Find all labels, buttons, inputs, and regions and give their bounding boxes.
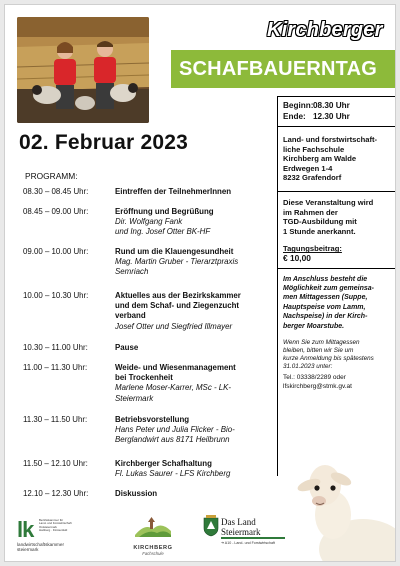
agenda-time: 09.00 – 10.00 Uhr: xyxy=(23,247,89,256)
agenda-title: Weide- und Wiesenmanagement xyxy=(115,363,236,372)
agenda-speaker: Fl. Lukas Saurer - LFS Kirchberg xyxy=(115,469,231,479)
agenda-item xyxy=(23,291,271,332)
info-sidebar xyxy=(277,96,396,476)
lunch-box xyxy=(278,269,395,396)
steiermark-name-line: Das Land xyxy=(221,517,256,527)
tgd-line: im Rahmen der xyxy=(283,207,338,217)
registration-line: kurze Anmeldung bis spätestens xyxy=(283,354,374,362)
agenda-title: verband xyxy=(115,311,146,321)
agenda-speaker: Marlene Moser-Karrer, MSc - LK- xyxy=(115,383,232,393)
address-line: liche Fachschule xyxy=(283,144,345,154)
agenda-title: Diskussion xyxy=(115,489,158,498)
begin-value: 08.30 Uhr xyxy=(313,101,350,110)
agenda-title: Eröffnung und Begrüßung xyxy=(115,207,214,216)
lk-district-line: Oststeiermark xyxy=(39,524,57,529)
lk-name-line: steiermark xyxy=(17,547,39,553)
lk-logo xyxy=(17,517,107,557)
begin-row xyxy=(283,100,390,111)
flyer-page xyxy=(4,4,396,562)
registration-line: 31.01.2023 unter: xyxy=(283,362,333,370)
address-line: 8232 Grafendorf xyxy=(283,173,342,183)
address-box xyxy=(278,127,395,192)
tgd-line: 1 Stunde anerkannt. xyxy=(283,226,356,236)
registration-note xyxy=(283,339,390,371)
agenda-speaker: Mag. Martin Gruber - Tierarztpraxis xyxy=(115,257,239,267)
agenda-title: Rund um die Klauengesundheit xyxy=(115,247,234,256)
agenda-title: und dem Schaf- und Ziegenzucht xyxy=(115,301,240,311)
agenda-item xyxy=(23,343,271,353)
address-line: Land- und forstwirtschaft- xyxy=(283,135,378,144)
partner-logos xyxy=(17,513,285,557)
end-value: 12.30 Uhr xyxy=(313,112,350,121)
steiermark-name-line: Steiermark xyxy=(221,527,261,537)
lunch-line: Nachspeise) in der Kirch- xyxy=(283,313,368,321)
lunch-line: Hauptspeise vom Lamm, xyxy=(283,303,366,311)
lk-district-line: Land- und Forstwirtschaft xyxy=(39,521,72,526)
time-box xyxy=(278,96,395,127)
agenda-time: 08.30 – 08.45 Uhr: xyxy=(23,187,89,196)
lamb-image xyxy=(289,457,396,562)
steiermark-crest-icon xyxy=(203,515,219,537)
agenda-time: 11.50 – 12.10 Uhr: xyxy=(23,459,88,468)
agenda-item xyxy=(23,489,271,499)
program-label: PROGRAMM: xyxy=(25,171,78,181)
contact-info xyxy=(283,374,390,391)
agenda-time: 08.45 – 09.00 Uhr: xyxy=(23,207,89,216)
agenda-speaker: Dir. Wolfgang Fank xyxy=(115,217,183,227)
lk-district-line: Hartberg · Fürstenfeld xyxy=(39,528,68,533)
begin-label: Beginn: xyxy=(283,101,314,110)
agenda-time: 10.30 – 11.00 Uhr: xyxy=(23,343,88,352)
end-row xyxy=(283,111,390,122)
agenda-speaker: Hans Peter und Julia Flicker - Bio- xyxy=(115,425,235,435)
fee-value: € 10,00 xyxy=(283,252,311,263)
agenda-time: 11.30 – 11.50 Uhr: xyxy=(23,415,88,424)
agenda-speaker: Steiermark xyxy=(115,393,154,403)
agenda-item xyxy=(23,207,271,238)
agenda-time: 10.00 – 10.30 Uhr: xyxy=(23,291,89,300)
agenda-time: 12.10 – 12.30 Uhr: xyxy=(23,489,89,498)
agenda-item xyxy=(23,187,271,197)
address-line: Erdwegen 1-4 xyxy=(283,163,333,173)
registration-line: bleiben, bitten wir Sie um xyxy=(283,346,354,354)
tgd-box xyxy=(278,192,395,269)
registration-line: Wenn Sie zum Mittagessen xyxy=(283,338,360,346)
lunch-line: Im Anschluss besteht die xyxy=(283,275,368,283)
kirchberg-logo xyxy=(125,515,181,557)
agenda-item xyxy=(23,247,271,278)
lk-district xyxy=(39,519,79,533)
brand-title: Kirchberger xyxy=(267,19,383,41)
lk-mark: lk xyxy=(17,517,34,542)
fee-title: Tagungsbeitrag: xyxy=(283,244,342,254)
header-photo xyxy=(17,17,149,123)
steiermark-name xyxy=(221,517,261,537)
agenda-item xyxy=(23,363,271,404)
agenda-speaker: Semriach xyxy=(115,267,149,277)
agenda-title: Pause xyxy=(115,343,139,352)
lunch-line: Möglichkeit zum gemeinsa- xyxy=(283,284,375,292)
kirchberg-sub: Fachschule xyxy=(142,551,164,556)
lk-name xyxy=(17,542,64,553)
contact-email: lfskirchberg@stmk.gv.at xyxy=(283,382,352,390)
lunch-line: berger Moarstube. xyxy=(283,322,345,330)
lk-district-line: Bezirkskammer für xyxy=(39,518,64,522)
contact-phone: Tel.: 03338/2289 oder xyxy=(283,373,346,381)
agenda-title: bei Trockenheit xyxy=(115,373,173,383)
event-title-banner xyxy=(171,50,396,88)
agenda-title: Eintreffen der TeilnehmerInnen xyxy=(115,187,232,196)
agenda-speaker: und Ing. Josef Otter BK-HF xyxy=(115,227,211,237)
agenda-title: Kirchberger Schafhaltung xyxy=(115,459,212,468)
kirchberg-name: KIRCHBERG xyxy=(133,545,173,551)
agenda-speaker: Josef Otter und Siegfried Illmayer xyxy=(115,321,233,331)
event-date: 02. Februar 2023 xyxy=(19,131,188,154)
end-label: Ende: xyxy=(283,112,306,121)
steiermark-bar xyxy=(221,537,285,539)
agenda-title: Betriebsvorstellung xyxy=(115,415,190,424)
agenda-time: 11.00 – 11.30 Uhr: xyxy=(23,363,88,372)
tgd-line: Diese Veranstaltung wird xyxy=(283,197,374,207)
tgd-line: TGD-Ausbildung mit xyxy=(283,217,357,227)
lunch-line: men Mittagessen (Suppe, xyxy=(283,294,368,302)
lk-name-line: landwirtschaftskammer xyxy=(17,542,64,547)
agenda-item xyxy=(23,459,271,479)
steiermark-logo xyxy=(203,515,287,557)
agenda-item xyxy=(23,415,271,446)
steiermark-sub: ➔ A10 - Land- und Forstwirtschaft xyxy=(221,541,275,545)
address-line: Kirchberg am Walde xyxy=(283,154,357,164)
kirchberg-landscape-icon xyxy=(133,515,173,539)
agenda-speaker: Berglandwirt aus 8171 Heilbrunn xyxy=(115,435,230,445)
event-title: SCHAFBAUERNTAG xyxy=(179,57,377,80)
agenda-title: Aktuelles aus der Bezirkskammer xyxy=(115,291,241,300)
